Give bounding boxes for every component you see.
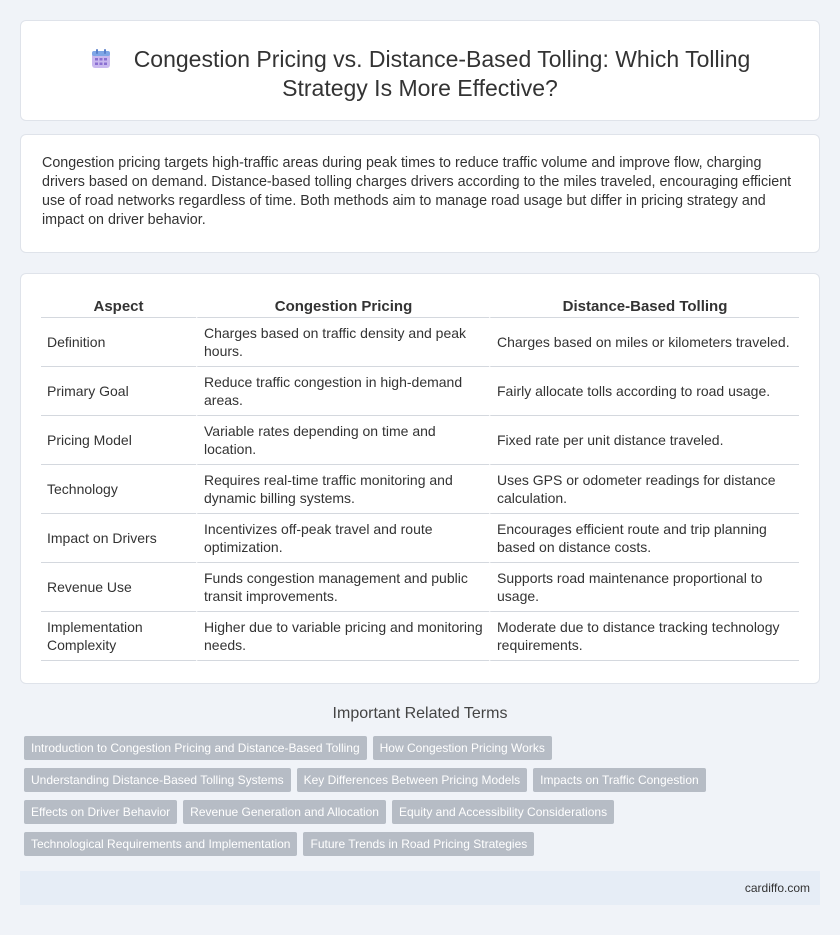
congestion-cell: Funds congestion management and public transit improvements. — [196, 563, 489, 612]
table-row — [41, 612, 799, 661]
distance-cell: Fairly allocate tolls according to road usage. — [489, 367, 799, 416]
comparison-table-card — [20, 273, 820, 684]
aspect-cell: Definition — [41, 318, 196, 367]
related-term-tag[interactable]: Technological Requirements and Implementation — [24, 832, 297, 856]
related-term-tag[interactable]: Revenue Generation and Allocation — [183, 800, 386, 824]
page-title-wrap — [21, 45, 819, 103]
title-card — [20, 20, 820, 121]
congestion-cell: Charges based on traffic density and peak hours. — [196, 318, 489, 367]
congestion-cell: Requires real-time traffic monitoring and dynamic billing systems. — [196, 465, 489, 514]
tag-row — [24, 832, 824, 864]
related-term-tag[interactable]: Future Trends in Road Pricing Strategies — [303, 832, 534, 856]
related-term-tag[interactable]: Impacts on Traffic Congestion — [533, 768, 706, 792]
aspect-cell: Technology — [41, 465, 196, 514]
aspect-cell: Impact on Drivers — [41, 514, 196, 563]
related-terms-heading: Important Related Terms — [332, 705, 508, 722]
comparison-table — [41, 296, 799, 661]
table-row — [41, 416, 799, 465]
tag-row — [24, 800, 824, 832]
related-term-tag[interactable]: Effects on Driver Behavior — [24, 800, 177, 824]
distance-cell: Uses GPS or odometer readings for distance calculation. — [489, 465, 799, 514]
aspect-cell: Implementation Complexity — [41, 612, 196, 661]
related-term-tag[interactable]: Understanding Distance-Based Tolling Systems — [24, 768, 291, 792]
header-congestion-pricing: Congestion Pricing — [196, 296, 489, 318]
page-title: Congestion Pricing vs. Distance-Based Tolling: Which Tolling Strategy Is More Effective? — [133, 46, 751, 101]
table-row — [41, 563, 799, 612]
congestion-cell: Variable rates depending on time and location. — [196, 416, 489, 465]
related-term-tag[interactable]: Key Differences Between Pricing Models — [297, 768, 528, 792]
calendar-icon — [90, 48, 112, 70]
table-row — [41, 367, 799, 416]
congestion-cell: Incentivizes off-peak travel and route optimization. — [196, 514, 489, 563]
intro-paragraph: Congestion pricing targets high-traffic areas during peak times to reduce traffic volume and improve flow, charging drivers based on demand. Distance-based tolling charges drivers according to the miles traveled, encouraging efficient use of road networks regardless of time. Both methods aim to manage road usage but differ in pricing strategy and impact on driver behavior. — [42, 155, 792, 228]
distance-cell: Moderate due to distance tracking technology requirements. — [489, 612, 799, 661]
aspect-cell: Pricing Model — [41, 416, 196, 465]
congestion-cell: Higher due to variable pricing and monitoring needs. — [196, 612, 489, 661]
table-header-row — [41, 296, 799, 318]
related-term-tag[interactable]: How Congestion Pricing Works — [373, 736, 552, 760]
distance-cell: Encourages efficient route and trip planning based on distance costs. — [489, 514, 799, 563]
aspect-cell: Primary Goal — [41, 367, 196, 416]
related-term-tag[interactable]: Introduction to Congestion Pricing and Distance-Based Tolling — [24, 736, 367, 760]
table-row — [41, 318, 799, 367]
tag-row — [24, 736, 824, 768]
related-terms-list — [24, 736, 824, 864]
related-term-tag[interactable]: Equity and Accessibility Considerations — [392, 800, 614, 824]
table-row — [41, 465, 799, 514]
footer — [20, 871, 820, 905]
table-row — [41, 514, 799, 563]
tag-row — [24, 768, 824, 800]
header-distance-based-tolling: Distance-Based Tolling — [489, 296, 799, 318]
header-aspect: Aspect — [41, 296, 196, 318]
distance-cell: Supports road maintenance proportional to usage. — [489, 563, 799, 612]
distance-cell: Charges based on miles or kilometers traveled. — [489, 318, 799, 367]
intro-card — [20, 134, 820, 253]
aspect-cell: Revenue Use — [41, 563, 196, 612]
distance-cell: Fixed rate per unit distance traveled. — [489, 416, 799, 465]
congestion-cell: Reduce traffic congestion in high-demand areas. — [196, 367, 489, 416]
footer-site-link[interactable]: cardiffo.com — [744, 881, 810, 895]
